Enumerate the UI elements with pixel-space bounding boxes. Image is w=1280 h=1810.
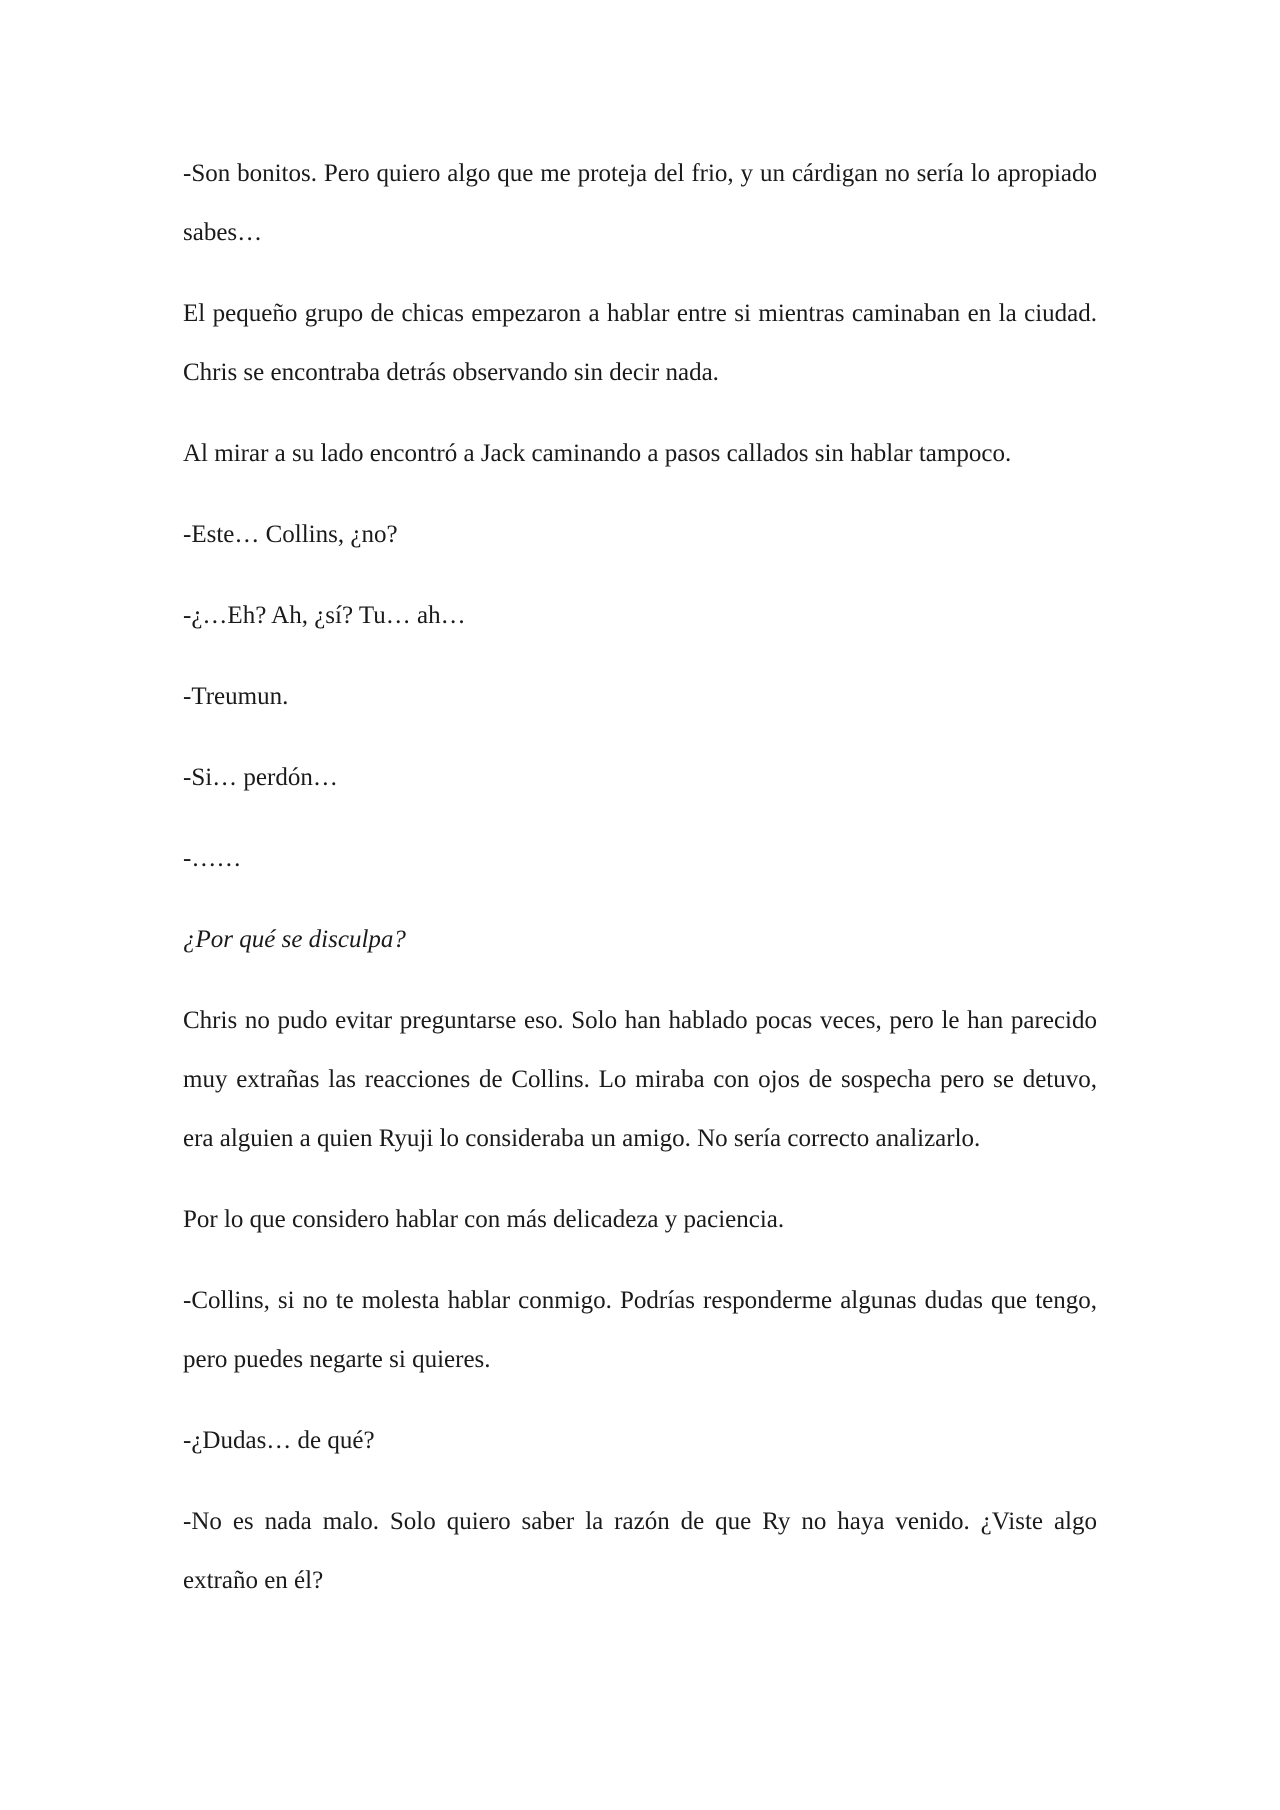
body-text (183, 144, 1097, 1632)
paragraph-8: -…… (183, 845, 242, 872)
paragraph-11: Por lo que considero hablar con más delicadeza y paciencia. (183, 1206, 785, 1233)
paragraph-14: -No es nada malo. Solo quiero saber la razón de que Ry no haya venido. ¿Viste algo extraño en él? (183, 1508, 1097, 1594)
paragraph-12: -Collins, si no te molesta hablar conmigo. Podrías responderme algunas dudas que tengo, pero puedes negarte si quieres. (183, 1287, 1097, 1373)
paragraph-4: -Este… Collins, ¿no? (183, 521, 398, 548)
paragraph-2: El pequeño grupo de chicas empezaron a hablar entre si mientras caminaban en la ciudad. Chris se encontraba detrás observando sin decir nada. (183, 300, 1097, 386)
paragraph-9-thought: ¿Por qué se disculpa? (183, 926, 406, 953)
paragraph-5: -¿…Eh? Ah, ¿sí? Tu… ah… (183, 602, 466, 629)
paragraph-13: -¿Dudas… de qué? (183, 1427, 375, 1454)
paragraph-10: Chris no pudo evitar preguntarse eso. Solo han hablado pocas veces, pero le han parecido muy extrañas las reacciones de Collins. Lo miraba con ojos de sospecha pero se detuvo, era alguien a quien Ryuji lo consideraba un amigo. No sería correcto analizarlo. (183, 1007, 1097, 1152)
paragraph-1: -Son bonitos. Pero quiero algo que me proteja del frio, y un cárdigan no sería lo apropiado sabes… (183, 160, 1097, 246)
paragraph-3: Al mirar a su lado encontró a Jack caminando a pasos callados sin hablar tampoco. (183, 440, 1012, 467)
paragraph-6: -Treumun. (183, 683, 289, 710)
paragraph-7: -Si… perdón… (183, 764, 338, 791)
